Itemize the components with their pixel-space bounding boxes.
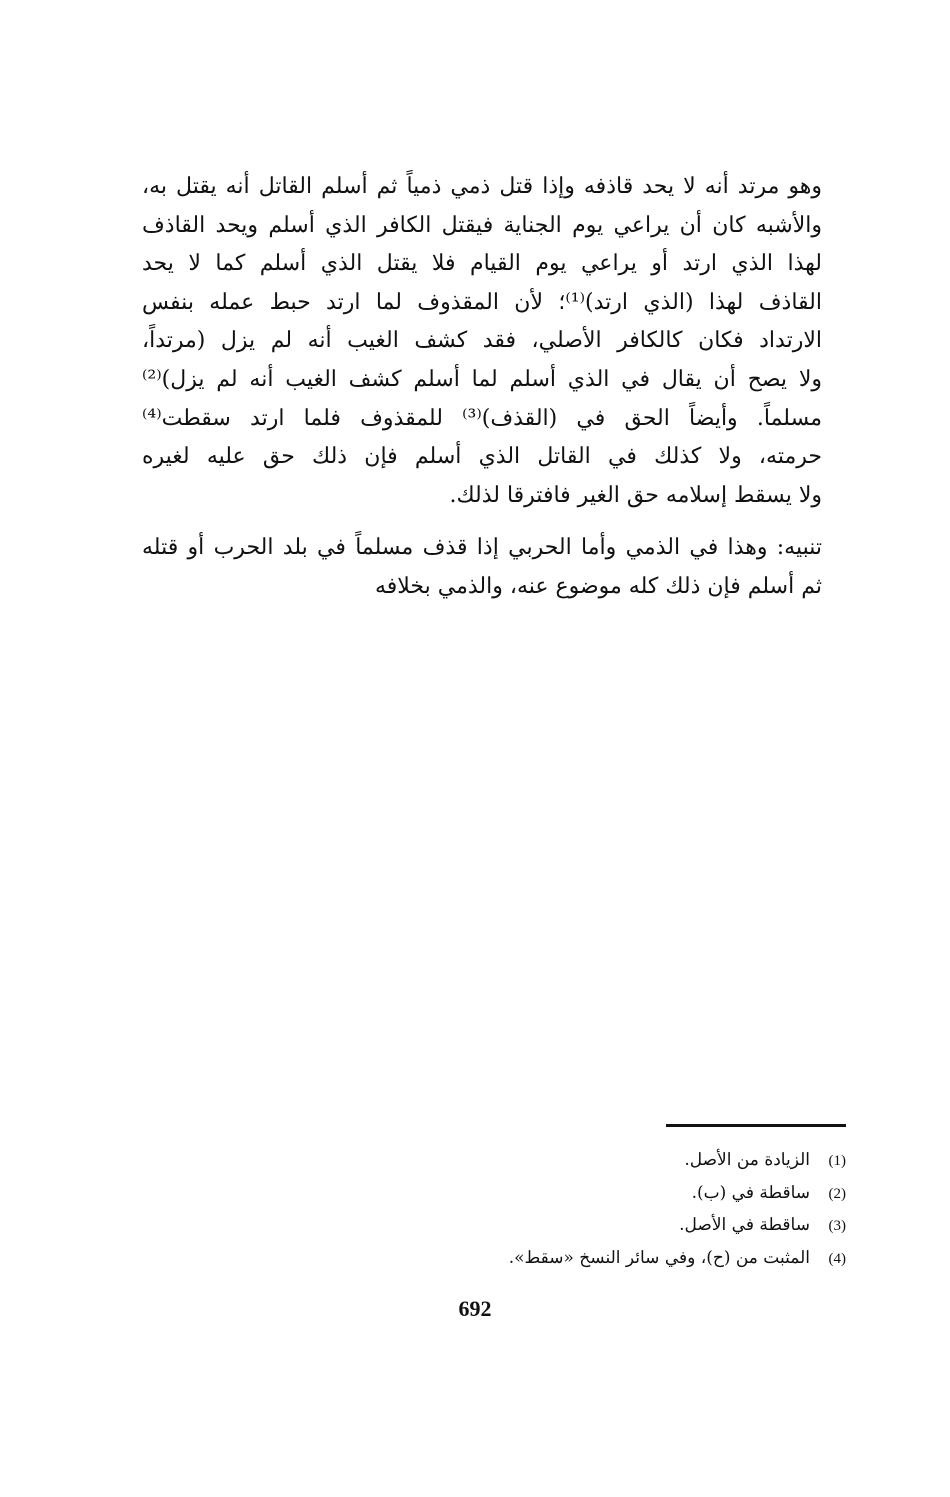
- footnote-text: المثبت من (ح)، وفي سائر النسخ «سقط».: [508, 1247, 810, 1268]
- paragraph-1: [142, 168, 822, 515]
- text-line: والأشبه كان أن يراعي يوم الجناية فيقتل الكافر الذي أسلم ويحد القاذف: [142, 212, 822, 238]
- text-line: تنبيه: وهذا في الذمي وأما الحربي إذا قذف مسلماً في بلد الحرب أو قتله: [142, 535, 822, 561]
- footnote-item: [346, 1178, 846, 1211]
- text-line: حرمته، ولا كذلك في القاتل الذي أسلم فإن ذلك حق عليه لغيره: [142, 444, 822, 470]
- page-number: 692: [458, 1296, 492, 1321]
- footnote-text: ساقطة في الأصل.: [679, 1215, 810, 1235]
- footnote-number: (1): [828, 1153, 846, 1169]
- footnote-item: [346, 1145, 846, 1178]
- text-line: الارتداد فكان كالكافر الأصلي، فقد كشف الغيب أنه لم يزل (مرتداً،: [142, 328, 822, 354]
- footnote-text: الزيادة من الأصل.: [684, 1150, 810, 1170]
- text-line: القاذف لهذا (الذي ارتد)⁽¹⁾؛ لأن المقذوف لما ارتد حبط عمله بنفس: [142, 289, 822, 315]
- footnote-number: (3): [828, 1218, 846, 1234]
- text-line: لهذا الذي ارتد أو يراعي يوم القيام فلا يقتل الذي أسلم كما لا يحد: [142, 251, 822, 277]
- paragraph-2-note: [142, 529, 822, 606]
- text-line: ولا يصح أن يقال في الذي أسلم لما أسلم كشف الغيب أنه لم يزل)⁽²⁾: [142, 366, 822, 392]
- footnote-item: [346, 1210, 846, 1243]
- footnote-number: (2): [828, 1185, 846, 1202]
- text-line: مسلماً. وأيضاً الحق في (القذف)⁽³⁾ للمقذوف فلما ارتد سقطت⁽⁴⁾: [142, 405, 822, 431]
- main-text: [142, 168, 822, 607]
- footnote-separator: [666, 1124, 846, 1127]
- footnotes: [346, 1145, 846, 1275]
- text-line: وهو مرتد أنه لا يحد قاذفه وإذا قتل ذمي ذمياً ثم أسلم القاتل أنه يقتل به،: [142, 174, 822, 199]
- footnote-number: (4): [828, 1250, 846, 1267]
- text-line: ثم أسلم فإن ذلك كله موضوع عنه، والذمي بخلافه: [374, 573, 822, 599]
- footnote-item: [346, 1243, 846, 1276]
- text-line: ولا يسقط إسلامه حق الغير فافترقا لذلك.: [449, 482, 822, 508]
- footnote-text: ساقطة في (ب).: [691, 1182, 810, 1203]
